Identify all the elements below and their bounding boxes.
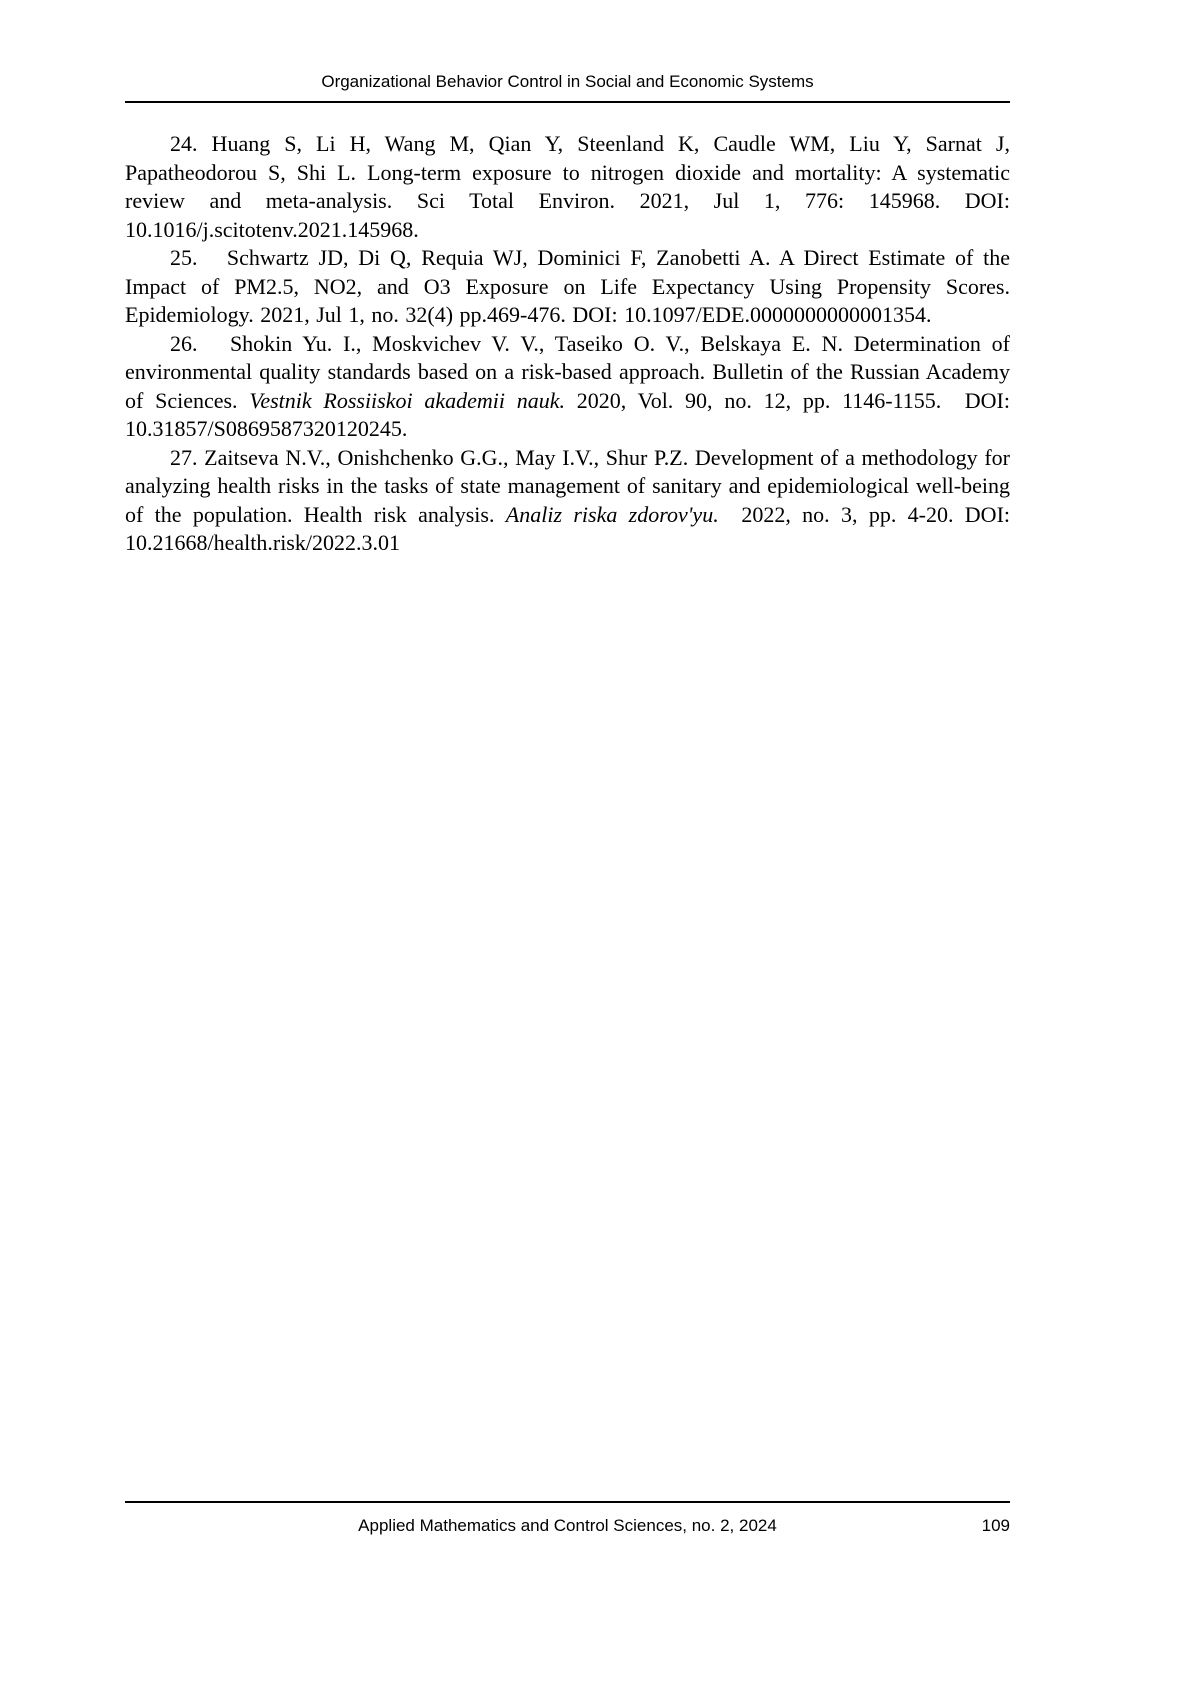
page-footer (125, 1501, 1010, 1536)
reference-segment-italic: Analiz riska zdorov'yu. (505, 501, 719, 527)
reference-entry (125, 444, 1010, 558)
running-head-title: Organizational Behavior Control in Social and Economic Systems (321, 72, 814, 91)
reference-segment: 24. Huang S, Li H, Wang M, Qian Y, Steenland K, Caudle WM, Liu Y, Sarnat J, Papatheodorou S, Shi L. Long-term exposure to nitrogen dioxide and mortality: A systematic review and meta-analysis. Sci Total Environ. 2021, Jul 1, 776: 145968. DOI: 10.1016/j.scitotenv.2021.145968. (125, 131, 1010, 242)
reference-entry (125, 330, 1010, 444)
reference-segment: 25. Schwartz JD, Di Q, Requia WJ, Dominici F, Zanobetti A. A Direct Estimate of the Impact of PM2.5, NO2, and O3 Exposure on Life Expectancy Using Propensity Scores. Epidemiology. 2021, Jul 1, no. 32(4) pp.469-476. DOI: 10.1097/EDE.0000000000001354. (125, 245, 1010, 327)
page-number: 109 (981, 1516, 1010, 1535)
reference-segment: 27. Zaitseva N.V., Onishchenko G.G., May I.V., Shur P.Z. Development of a methodology for analyzing health risks in the tasks of state management of sanitary and epidemiological well-being of the population. Health risk analysis. (125, 444, 1010, 527)
journal-title-line: Applied Mathematics and Control Sciences, no. 2, 2024 (358, 1516, 777, 1535)
reference-segment-italic: Vestnik Rossiiskoi akademii nauk. (249, 387, 566, 413)
page-header (125, 72, 1010, 103)
reference-entry (125, 130, 1010, 244)
reference-entry (125, 244, 1010, 330)
reference-segment: 26. Shokin Yu. I., Moskvichev V. V., Taseiko O. V., Belskaya E. N. Determination of environmental quality standards based on a risk-based approach. Bulletin of the Russian Academy of Sciences. (125, 330, 1010, 413)
reference-segment: 2022, no. 3, pp. 4-20. DOI: 10.21668/health.risk/2022.3.01 (125, 501, 1011, 555)
references-section (125, 130, 1010, 558)
reference-segment: 2020, Vol. 90, no. 12, pp. 1146-1155. DOI: 10.31857/S0869587320120245. (125, 387, 1010, 441)
footer-row (125, 1516, 1010, 1536)
references-list (125, 130, 1010, 558)
